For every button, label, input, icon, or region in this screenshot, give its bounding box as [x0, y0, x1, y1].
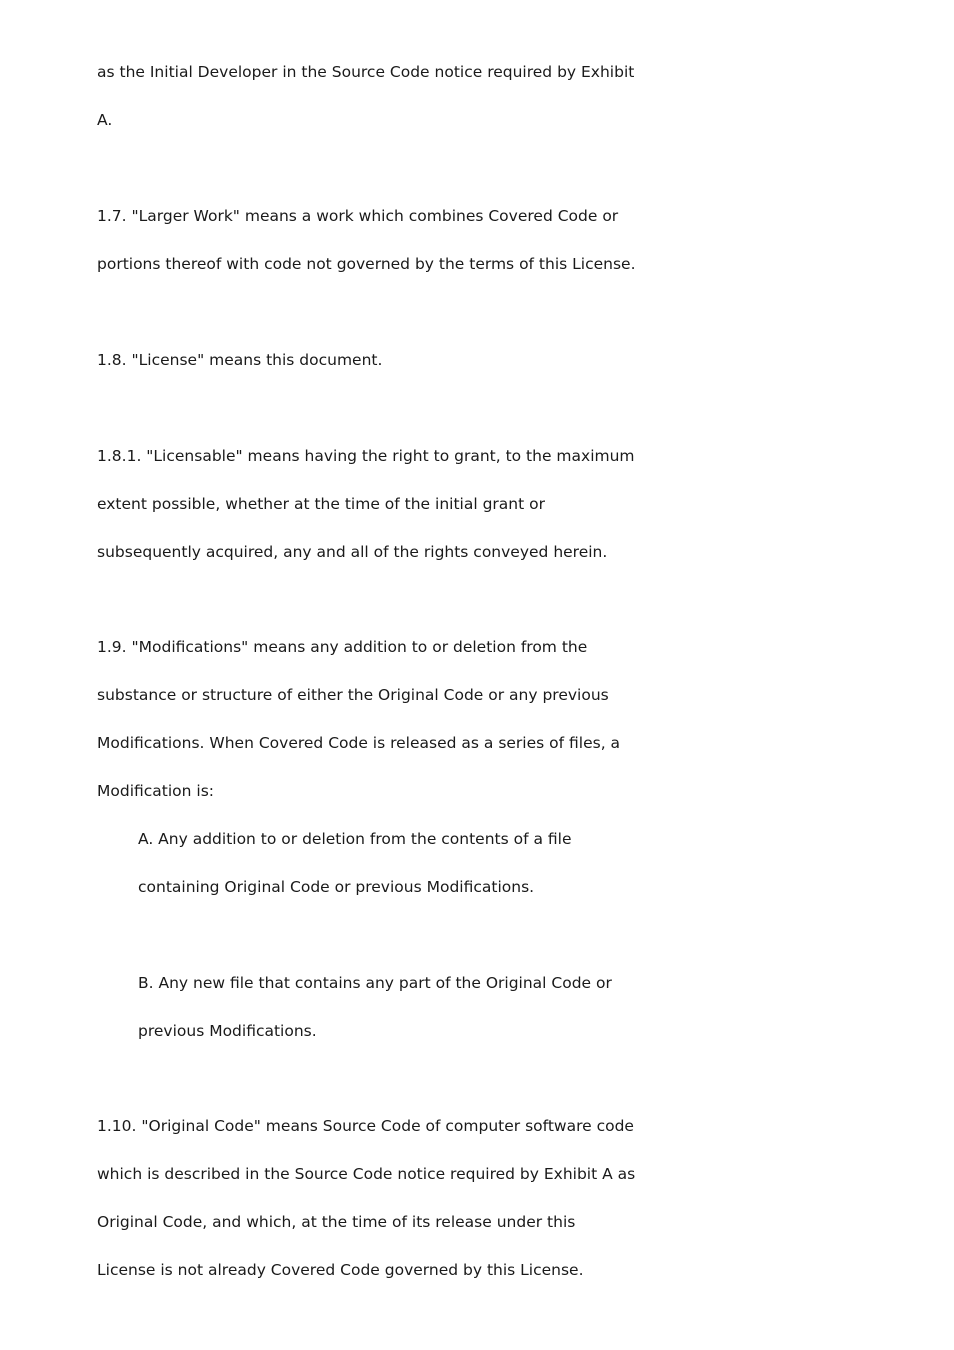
text-line: previous Modifications. [138, 1022, 317, 1040]
text-line: Original Code, and which, at the time of its release under this [97, 1213, 576, 1231]
text-line: 1.10. "Original Code" means Source Code of computer software code [97, 1117, 634, 1135]
text-line: containing Original Code or previous Modifications. [138, 878, 535, 896]
text-line: 1.8.1. "Licensable" means having the right to grant, to the maximum [97, 447, 635, 465]
text-line: which is described in the Source Code notice required by Exhibit A as [97, 1165, 636, 1183]
text-line: A. Any addition to or deletion from the contents of a file [138, 830, 572, 848]
text-line: Modification is: [97, 782, 215, 800]
text-line: 1.8. "License" means this document. [97, 351, 383, 369]
text-line: Modifications. When Covered Code is released as a series of files, a [97, 734, 621, 752]
text-line: 1.7. "Larger Work" means a work which combines Covered Code or [97, 207, 619, 225]
text-line: 1.9. "Modifications" means any addition to or deletion from the [97, 638, 588, 656]
text-line: portions thereof with code not governed by the terms of this License. [97, 255, 636, 273]
text-line: subsequently acquired, any and all of the rights conveyed herein. [97, 543, 608, 561]
text-line: B. Any new file that contains any part of the Original Code or [138, 974, 612, 992]
text-line: as the Initial Developer in the Source Code notice required by Exhibit [97, 63, 635, 81]
text-line: substance or structure of either the Original Code or any previous [97, 686, 609, 704]
text-line: License is not already Covered Code governed by this License. [97, 1261, 584, 1279]
text-line: A. [97, 111, 113, 129]
text-line: extent possible, whether at the time of the initial grant or [97, 495, 545, 513]
